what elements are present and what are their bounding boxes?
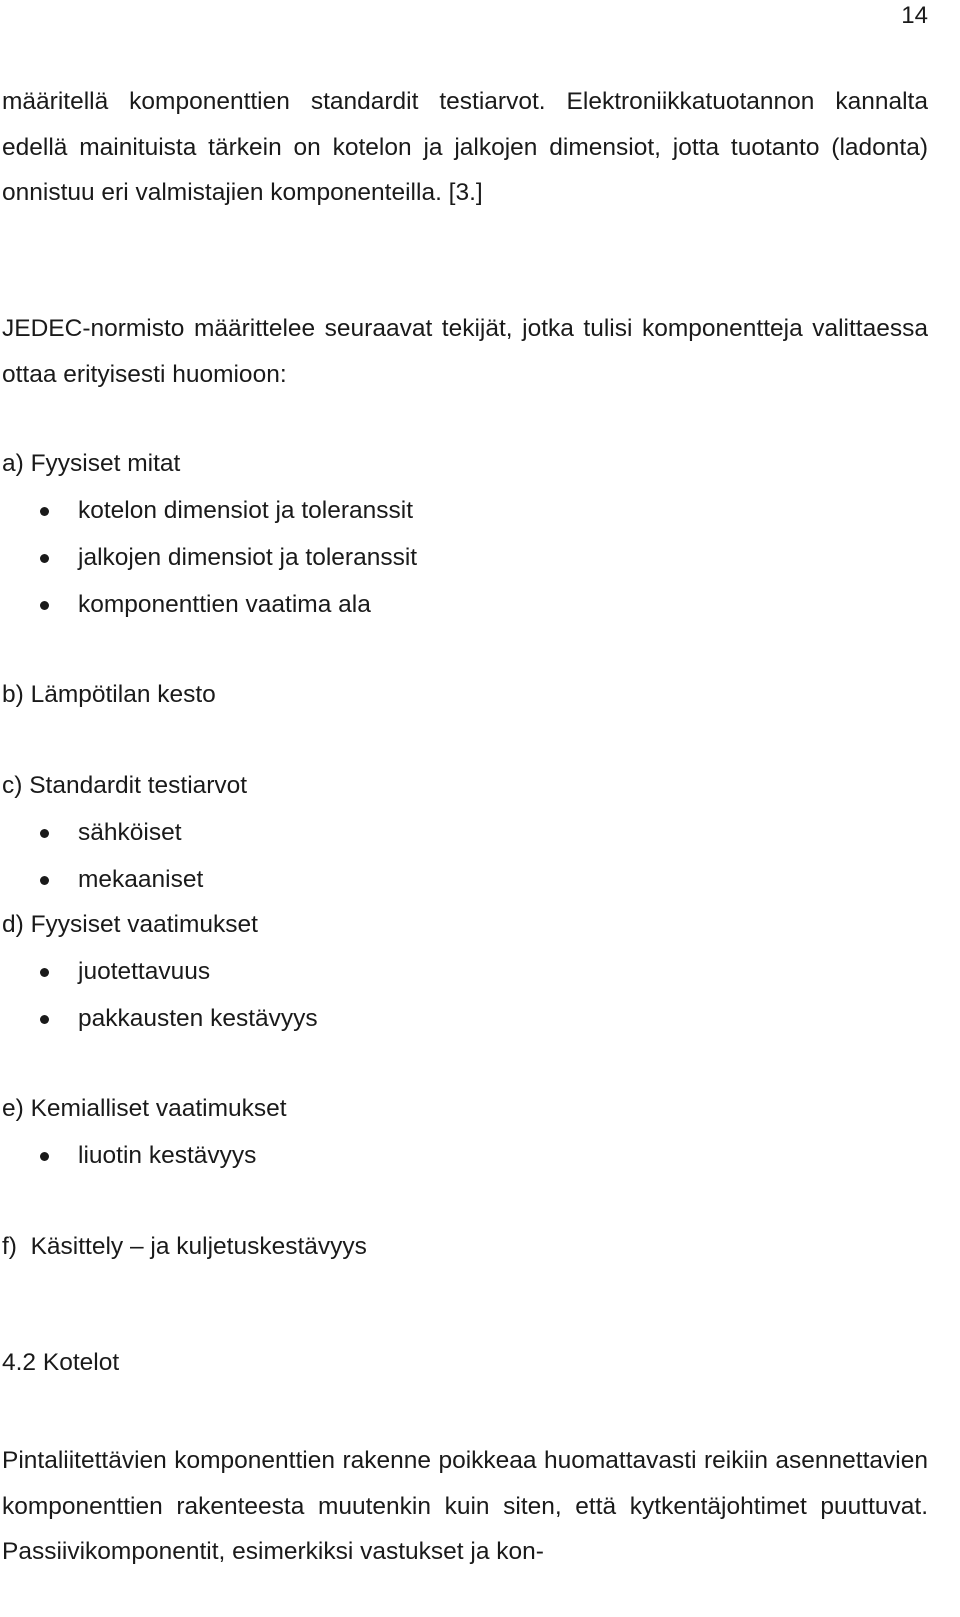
list-heading-a: a) Fyysiset mitat (2, 450, 181, 477)
page-number: 14 (901, 2, 928, 29)
section-paragraph: Pintaliitettävien komponenttien rakenne poikkeaa huomattavasti reikiin asennettavien komponenttien rakenteesta muutenkin kuin siten, että kytkentäjohtimet puuttuvat. Passiivikomponentit, esimerkiksi vastukset ja kon- (2, 1447, 928, 1565)
bullet-icon (40, 829, 49, 838)
bullet-icon (40, 1152, 49, 1161)
bullet-icon (40, 876, 49, 885)
list-heading-e: e) Kemialliset vaatimukset (2, 1095, 287, 1122)
bullet-icon (40, 507, 49, 516)
intro-paragraph: määritellä komponenttien standardit testiarvot. Elektroniikkatuotannon kannalta edellä mainituista tärkein on kotelon ja jalkojen dimensiot, jotta tuotanto (ladonta) onnistuu eri valmistajien komponenteilla. [3.] (2, 88, 928, 206)
bullet-icon (40, 601, 49, 610)
jedec-paragraph: JEDEC-normisto määrittelee seuraavat tekijät, jotka tulisi komponentteja valittaessa ottaa erityisesti huomioon: (2, 315, 928, 388)
section-heading: 4.2 Kotelot (2, 1349, 120, 1376)
bullet-icon (40, 554, 49, 563)
list-heading-b: b) Lämpötilan kesto (2, 681, 216, 708)
bullet-icon (40, 968, 49, 977)
bullet-icon (40, 1015, 49, 1024)
list-heading-d: d) Fyysiset vaatimukset (2, 911, 258, 938)
list-heading-f: f) Käsittely – ja kuljetuskestävyys (2, 1233, 367, 1260)
list-heading-c: c) Standardit testiarvot (2, 772, 248, 799)
